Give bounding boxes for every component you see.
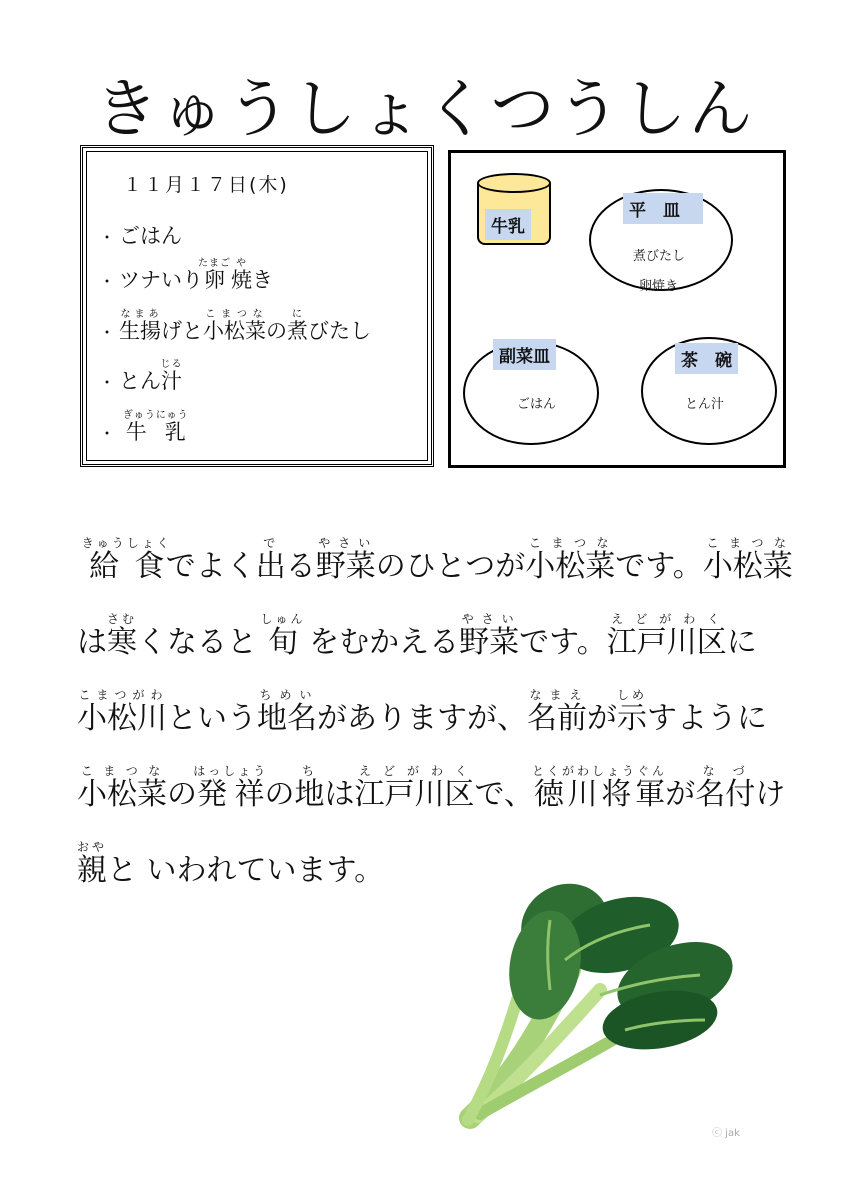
page-title: きゅうしょくつうしん xyxy=(94,73,755,147)
article-line-1: 給食きゅうしょくでよく出でる野菜やさいのひとつが小松菜こまつなです。小松菜こまつな xyxy=(81,536,793,584)
menu-item-omelette xyxy=(99,258,273,294)
article-line-5: 親おやと いわれています。 xyxy=(77,840,385,888)
milk-cup-rim xyxy=(477,173,551,193)
menu-item-label: ごはん xyxy=(119,224,183,248)
illustration-credit: ⓒ jak xyxy=(712,1128,740,1139)
menu-item-tonjiru xyxy=(99,359,183,395)
hirazara-food-2: 卵焼き xyxy=(639,279,679,294)
menu-item-label: 生揚なまあげと小松菜こまつなの煮にびたし xyxy=(119,309,372,343)
article-line-2: は寒さむくなると 旬しゅん をむかえる野菜やさいです。江戸川区えどがわくに xyxy=(77,612,757,660)
bullet: ・ xyxy=(99,424,116,443)
menu-item-milk xyxy=(99,410,189,446)
bullet: ・ xyxy=(99,373,116,392)
article-line-4: 小松菜こまつなの発祥はっしょうの地ちは江戸川区えどがわくで、徳川将軍とくがわしょうぐんが名な付づけ xyxy=(77,764,786,812)
menu-item-rice xyxy=(99,220,182,250)
menu-box-inner xyxy=(86,151,428,461)
chawan-label: 茶 碗 xyxy=(675,343,738,374)
menu-date: １１月１７日(木) xyxy=(123,174,289,196)
tray-diagram xyxy=(448,150,786,468)
hirazara-food-1: 煮びたし xyxy=(633,249,686,264)
menu-item-label: 牛 乳ぎゅうにゅう xyxy=(122,410,189,444)
menu-box xyxy=(80,145,434,467)
chawan-food: とん汁 xyxy=(685,397,725,412)
fukusai-food: ごはん xyxy=(517,397,557,412)
hirazara-label: 平 皿 xyxy=(623,193,703,224)
menu-item-label: ツナいり卵たまご焼やき xyxy=(119,258,274,292)
fukusai-label: 副菜皿 xyxy=(493,339,556,370)
menu-item-nibitashi xyxy=(99,309,371,345)
milk-label: 牛乳 xyxy=(485,209,531,240)
bullet: ・ xyxy=(99,272,116,291)
bullet: ・ xyxy=(99,228,116,247)
bullet: ・ xyxy=(99,323,116,342)
article-line-3: 小松川こまつがわという地名ちめいがありますが、名前なまえが示しめすように xyxy=(77,688,767,736)
menu-item-label: とん汁じる xyxy=(119,359,183,393)
komatsuna-illustration xyxy=(450,880,740,1130)
